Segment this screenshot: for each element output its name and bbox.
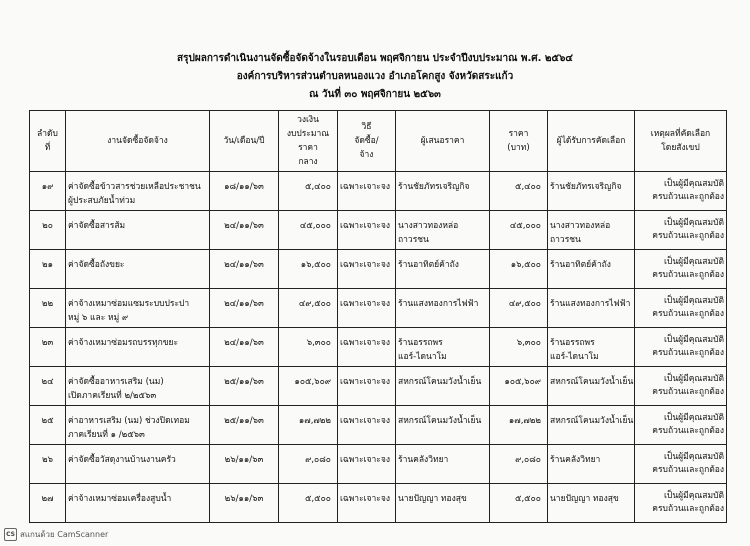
cell-date: ๒๖/๑๑/๖๓ — [210, 445, 279, 484]
cell-bidder: ร้านชัยภัทรเจริญกิจ — [396, 172, 490, 211]
cell-method: เฉพาะเจาะจง — [338, 172, 396, 211]
table-row — [30, 289, 727, 328]
title-line-3: ณ วันที่ ๓๐ พฤศจิกายน ๒๕๖๓ — [309, 89, 441, 100]
cell-bidder: ร้านอรรถพร แอร์-ไดนาโม — [396, 328, 490, 367]
table-row — [30, 328, 727, 367]
cell-method: เฉพาะเจาะจง — [338, 250, 396, 289]
title-line-2: องค์การบริหารส่วนตำบลหนองแวง อำเภอโคกสูง จังหวัดสระแก้ว — [236, 71, 514, 82]
cell-no: ๒๕ — [30, 406, 66, 445]
scanner-watermark-text: สแกนด้วย CamScanner — [20, 530, 109, 539]
cell-no: ๒๗ — [30, 484, 66, 523]
cell-item: ค่าจัดซื้ออาหารเสริม (นม) เปิดภาคเรียนที่ ๒/๒๕๖๓ — [66, 367, 210, 406]
header-price: ราคา (บาท) — [490, 111, 548, 172]
cell-method: เฉพาะเจาะจง — [338, 406, 396, 445]
cell-budget: ๔๕,๐๐๐ — [279, 211, 338, 250]
table-row — [30, 172, 727, 211]
cell-bidder: ร้านคลังวิทยา — [396, 445, 490, 484]
header-budget: วงเงิน งบประมาณ ราคา กลาง — [279, 111, 338, 172]
cell-budget: ๔๙,๕๐๐ — [279, 289, 338, 328]
cell-date: ๒๕/๑๑/๖๓ — [210, 367, 279, 406]
cell-no: ๒๓ — [30, 328, 66, 367]
cell-bidder: สหกรณ์โคนมวังน้ำเย็น — [396, 367, 490, 406]
cell-reason: เป็นผู้มีคุณสมบัติ ครบถ้วนและถูกต้อง — [635, 406, 727, 445]
cell-item: ค่าจัดซื้อสารส้ม — [66, 211, 210, 250]
cell-reason: เป็นผู้มีคุณสมบัติ ครบถ้วนและถูกต้อง — [635, 211, 727, 250]
cell-reason: เป็นผู้มีคุณสมบัติ ครบถ้วนและถูกต้อง — [635, 250, 727, 289]
table-row — [30, 445, 727, 484]
cell-price: ๕,๕๐๐ — [490, 484, 548, 523]
cell-date: ๒๕/๑๑/๖๓ — [210, 406, 279, 445]
cell-reason: เป็นผู้มีคุณสมบัติ ครบถ้วนและถูกต้อง — [635, 445, 727, 484]
cell-item: ค่าอาหารเสริม (นม) ช่วงปิดเทอม ภาคเรียนที่ ๑ /๒๕๖๓ — [66, 406, 210, 445]
cell-price: ๑๐๕,๖๐๙ — [490, 367, 548, 406]
cell-winner: ร้านอรรถพร แอร์-ไดนาโม — [548, 328, 635, 367]
header-item: งานจัดซื้อจัดจ้าง — [66, 111, 210, 172]
cell-budget: ๕,๕๐๐ — [279, 484, 338, 523]
header-winner: ผู้ได้รับการคัดเลือก — [548, 111, 635, 172]
cell-bidder: ร้านแสงทองการไฟฟ้า — [396, 289, 490, 328]
cell-price: ๑๖,๕๐๐ — [490, 250, 548, 289]
scanner-watermark — [4, 528, 108, 541]
cell-bidder: สหกรณ์โคนมวังน้ำเย็น — [396, 406, 490, 445]
cell-date: ๒๔/๑๑/๖๓ — [210, 328, 279, 367]
table-row — [30, 250, 727, 289]
cell-winner: ร้านชัยภัทรเจริญกิจ — [548, 172, 635, 211]
header-date: วัน/เดือน/ปี — [210, 111, 279, 172]
cell-item: ค่าจัดซื้อข้าวสารช่วยเหลือประชาชน ผู้ประสบภัยน้ำท่วม — [66, 172, 210, 211]
cell-price: ๕,๔๐๐ — [490, 172, 548, 211]
table-row — [30, 406, 727, 445]
cell-reason: เป็นผู้มีคุณสมบัติ ครบถ้วนและถูกต้อง — [635, 328, 727, 367]
cell-item: ค่าจ้างเหมาซ่อมรถบรรทุกขยะ — [66, 328, 210, 367]
header-reason: เหตุผลที่คัดเลือก โดยสังเขป — [635, 111, 727, 172]
cell-budget: ๑๗,๗๒๒ — [279, 406, 338, 445]
cell-method: เฉพาะเจาะจง — [338, 367, 396, 406]
header-no: ลำดับ ที่ — [30, 111, 66, 172]
procurement-table — [29, 110, 727, 523]
cell-no: ๒๑ — [30, 250, 66, 289]
cell-bidder: ร้านอาทิตย์ค้าถัง — [396, 250, 490, 289]
cell-item: ค่าจัดซื้อวัสดุงานบ้านงานครัว — [66, 445, 210, 484]
cell-item: ค่าจ้างเหมาซ่อมเครื่องสูบน้ำ — [66, 484, 210, 523]
cell-method: เฉพาะเจาะจง — [338, 289, 396, 328]
cell-winner: สหกรณ์โคนมวังน้ำเย็น — [548, 367, 635, 406]
table-row — [30, 367, 727, 406]
cell-no: ๑๙ — [30, 172, 66, 211]
cell-date: ๒๔/๑๑/๖๓ — [210, 250, 279, 289]
cell-item: ค่าจัดซื้อถังขยะ — [66, 250, 210, 289]
cell-price: ๖,๓๐๐ — [490, 328, 548, 367]
cell-method: เฉพาะเจาะจง — [338, 484, 396, 523]
cell-reason: เป็นผู้มีคุณสมบัติ ครบถ้วนและถูกต้อง — [635, 484, 727, 523]
cell-date: ๒๔/๑๑/๖๓ — [210, 211, 279, 250]
cell-budget: ๑๐๕,๖๐๙ — [279, 367, 338, 406]
cell-price: ๔๙,๕๐๐ — [490, 289, 548, 328]
cell-method: เฉพาะเจาะจง — [338, 211, 396, 250]
table-row — [30, 211, 727, 250]
cell-budget: ๙,๐๘๐ — [279, 445, 338, 484]
cell-date: ๑๘/๑๑/๖๓ — [210, 172, 279, 211]
cell-budget: ๕,๔๐๐ — [279, 172, 338, 211]
header-bidders: ผู้เสนอราคา — [396, 111, 490, 172]
cell-method: เฉพาะเจาะจง — [338, 328, 396, 367]
cell-bidder: นายปัญญา ทองสุข — [396, 484, 490, 523]
cell-winner: ร้านแสงทองการไฟฟ้า — [548, 289, 635, 328]
cell-budget: ๖,๓๐๐ — [279, 328, 338, 367]
cell-method: เฉพาะเจาะจง — [338, 445, 396, 484]
cell-reason: เป็นผู้มีคุณสมบัติ ครบถ้วนและถูกต้อง — [635, 367, 727, 406]
cell-no: ๒๔ — [30, 367, 66, 406]
cell-winner: สหกรณ์โคนมวังน้ำเย็น — [548, 406, 635, 445]
cell-price: ๙,๐๘๐ — [490, 445, 548, 484]
cell-reason: เป็นผู้มีคุณสมบัติ ครบถ้วนและถูกต้อง — [635, 289, 727, 328]
cell-no: ๒๖ — [30, 445, 66, 484]
header-method: วิธี จัดซื้อ/ จ้าง — [338, 111, 396, 172]
cell-no: ๒๐ — [30, 211, 66, 250]
cell-bidder: นางสาวทองหล่อ ถาวรชน — [396, 211, 490, 250]
document-header — [0, 50, 750, 104]
cell-reason: เป็นผู้มีคุณสมบัติ ครบถ้วนและถูกต้อง — [635, 172, 727, 211]
table-row — [30, 484, 727, 523]
table-header-row — [30, 111, 727, 172]
title-line-1: สรุปผลการดำเนินงานจัดซื้อจัดจ้างในรอบเดือน พฤศจิกายน ประจำปีงบประมาณ พ.ศ. ๒๕๖๔ — [177, 53, 573, 64]
cell-item: ค่าจ้างเหมาซ่อมแซมระบบประปา หมู่ ๖ และ หมู่ ๙ — [66, 289, 210, 328]
cell-budget: ๑๖,๕๐๐ — [279, 250, 338, 289]
cell-no: ๒๒ — [30, 289, 66, 328]
cell-winner: นายปัญญา ทองสุข — [548, 484, 635, 523]
cell-winner: นางสาวทองหล่อ ถาวรชน — [548, 211, 635, 250]
cell-date: ๒๔/๑๑/๖๓ — [210, 289, 279, 328]
cell-price: ๑๗,๗๒๒ — [490, 406, 548, 445]
cell-price: ๔๕,๐๐๐ — [490, 211, 548, 250]
cell-winner: ร้านอาทิตย์ค้าถัง — [548, 250, 635, 289]
cell-date: ๒๖/๑๑/๖๓ — [210, 484, 279, 523]
cell-winner: ร้านคลังวิทยา — [548, 445, 635, 484]
camscanner-logo-icon: CS — [4, 528, 17, 541]
